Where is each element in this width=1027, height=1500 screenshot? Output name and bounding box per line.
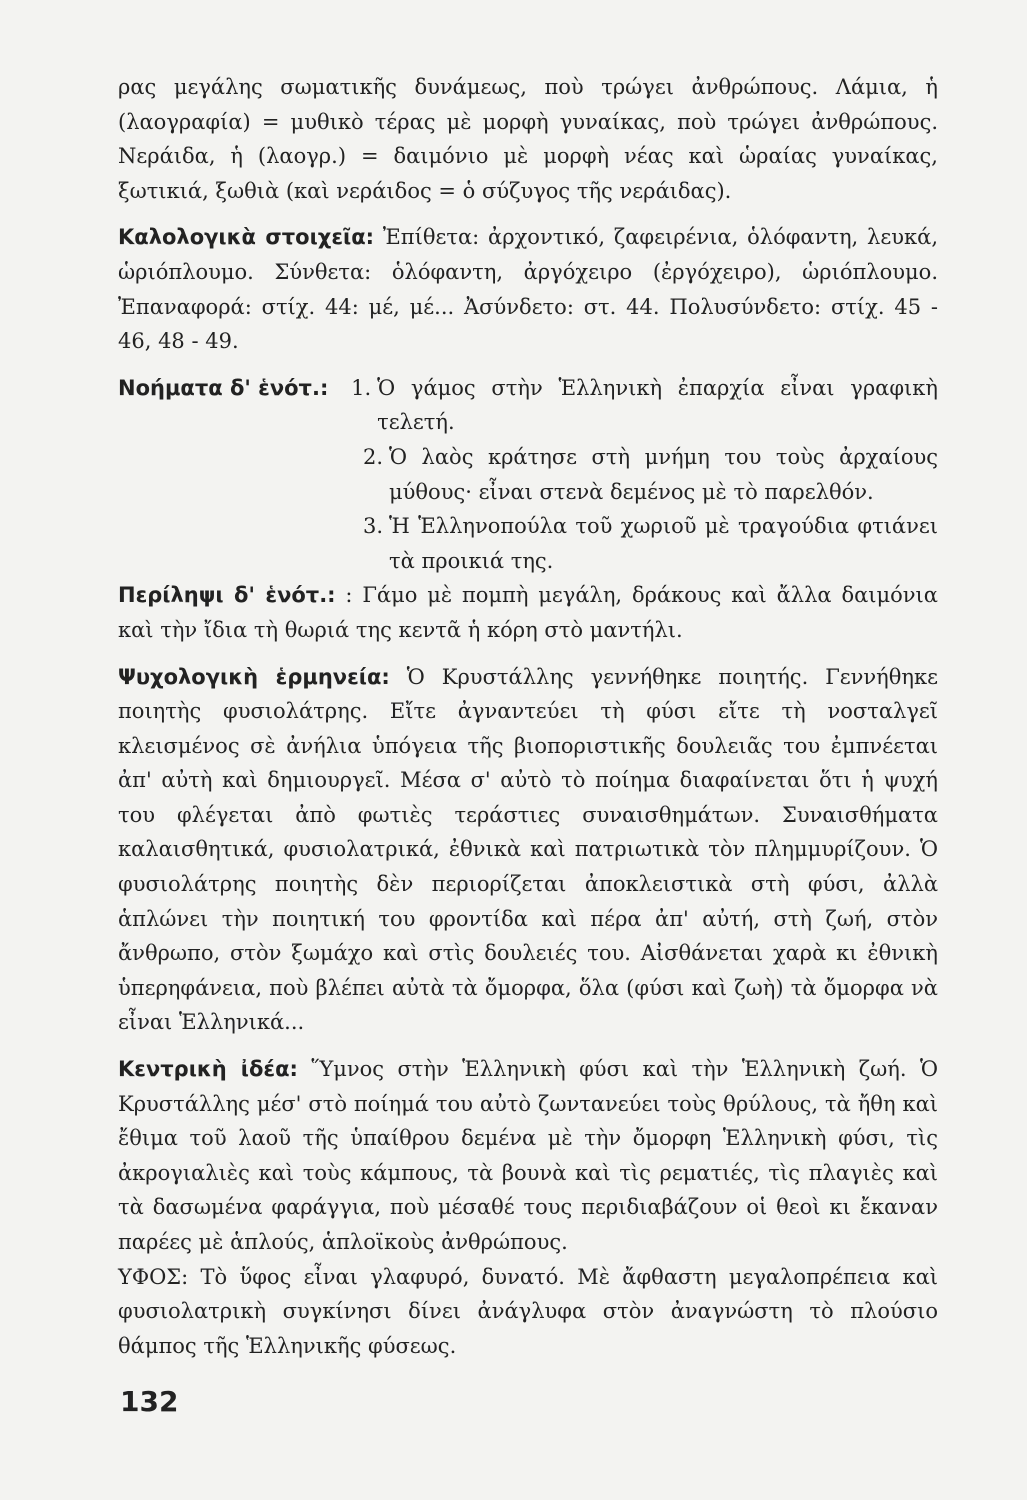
intro-paragraph: [118, 70, 938, 208]
kalologika-label: Καλολογικὰ στοιχεῖα:: [118, 225, 375, 250]
noimata-label: Νοήματα δ' ἑνότ.:: [118, 375, 329, 400]
kalologika-section: [118, 220, 938, 358]
perilipsi-label: Περίληψι δ' ἑνότ.:: [118, 583, 336, 608]
perilipsi-section: [118, 578, 938, 647]
thought-number: 1.: [351, 375, 372, 400]
kentriki-text: Ὕμνος στὴν Ἑλληνικὴ φύσι καὶ τὴν Ἑλληνικὴ ζωή. Ὁ Κρυστάλλης μέσ' στὸ ποίημά του αὐτὸ ζωντανεύει τοὺς θρύλους, τὰ ἤθη καὶ ἔθιμα τοῦ λαοῦ τῆς ὑπαίθρου δεμένα μὲ τὴν ὄμορφη Ἑλληνικὴ φύσι, τὶς ἀκρογιαλιὲς καὶ τοὺς κάμπους, τὰ βουνὰ καὶ τὶς ρεματιές, τὶς πλαγιὲς καὶ τὰ δασωμένα φαράγγια, ποὺ μέσαθέ τους περιδιαβάζουν οἱ θεοὶ κι ἔκαναν παρέες μὲ ἁπλούς, ἁπλοϊκοὺς ἀνθρώπους.: [118, 1057, 938, 1254]
intro-text: ρας μεγάλης σωματικῆς δυνάμεως, ποὺ τρώγει ἀνθρώπους. Λάμια, ἡ (λαογραφία) = μυθικὸ τέρας μὲ μορφὴ γυναίκας, ποὺ τρώγει ἀνθρώπους. Νεράιδα, ἡ (λαογρ.) = δαιμόνιο μὲ μορφὴ νέας καὶ ὡραίας γυναίκας, ξωτικιά, ξωθιὰ (καὶ νεράιδος = ὁ σύζυγος τῆς νεράιδας).: [118, 75, 938, 203]
yfos-label: ΥΦΟΣ:: [118, 1264, 189, 1289]
thought-text: Ἡ Ἑλληνοπούλα τοῦ χωριοῦ μὲ τραγούδια φτιάνει τὰ προικιά της.: [389, 514, 938, 573]
thought-text: Ὁ γάμος στὴν Ἑλληνικὴ ἐπαρχία εἶναι γραφικὴ τελετή.: [377, 375, 938, 435]
yfos-section: [118, 1260, 938, 1364]
noimata-section: [118, 371, 938, 579]
thought-number: 2.: [362, 444, 383, 469]
thought-text: Ὁ λαὸς κράτησε στὴ μνήμη του τοὺς ἀρχαίους μύθους· εἶναι στενὰ δεμένος μὲ τὸ παρελθόν.: [389, 444, 938, 504]
perilipsi-text: : Γάμο μὲ πομπὴ μεγάλη, δράκους καὶ ἄλλα δαιμόνια καὶ τὴν ἴδια τὴ θωριά της κεντᾶ ἡ κόρη στὸ μαντήλι.: [118, 583, 938, 642]
page-number: 132: [120, 1385, 179, 1418]
psychologiki-text: Ὁ Κρυστάλλης γεννήθηκε ποιητής. Γεννήθηκε ποιητὴς φυσιολάτρης. Εἴτε ἀγναντεύει τὴ φύσι εἴτε τὴ νοσταλγεῖ κλεισμένος σὲ ἀνήλια ὑπόγεια τῆς βιοποριστικῆς δουλειᾶς του ἐμπνέεται ἀπ' αὐτὴ καὶ δημιουργεῖ. Μέσα σ' αὐτὸ τὸ ποίημα διαφαίνεται ὅτι ἡ ψυχή του φλέγεται ἀπὸ φωτιὲς τεράστιες συναισθημάτων. Συναισθήματα καλαισθητικά, φυσιολατρικά, ἐθνικὰ καὶ πατριωτικὰ τὸν πλημμυρίζουν. Ὁ φυσιολάτρης ποιητὴς δὲν περιορίζεται ἀποκλειστικὰ στὴ φύσι, ἀλλὰ ἁπλώνει τὴν ποιητική του φροντίδα καὶ πέρα ἀπ' αὐτή, στὴ ζωή, στὸν ἄνθρωπο, στὸν ξωμάχο καὶ στὶς δουλειές του. Αἰσθάνεται χαρὰ κι ἐθνικὴ ὑπερηφάνεια, ποὺ βλέπει αὐτὰ τὰ ὄμορφα, ὅλα (φύσι καὶ ζωὴ) τὰ ὄμορφα νὰ εἶναι Ἑλληνικά...: [118, 664, 938, 1035]
text-block: [118, 70, 938, 1363]
kentriki-section: [118, 1052, 938, 1260]
kalologika-text: Ἐπίθετα: ἀρχοντικό, ζαφειρένια, ὁλόφαντη, λευκά, ὡριόπλουμο. Σύνθετα: ὁλόφαντη, ἀργόχειρο (ἐργόχειρο), ὡριόπλουμο. Ἐπαναφορά: στίχ. 44: μέ, μέ... Ἀσύνδετο: στ. 44. Πολυσύνδετο: στίχ. 45 - 46, 48 - 49.: [118, 225, 938, 354]
yfos-text: Τὸ ὕφος εἶναι γλαφυρό, δυνατό. Μὲ ἄφθαστη μεγαλοπρέπεια καὶ φυσιολατρικὴ συγκίνησι δίνει ἀνάγλυφα στὸν ἀναγνώστη τὸ πλούσιο θάμπος τῆς Ἑλληνικῆς φύσεως.: [118, 1264, 938, 1358]
thought-number: 3.: [362, 514, 383, 539]
psychologiki-label: Ψυχολογικὴ ἑρμηνεία:: [118, 664, 390, 689]
psychologiki-section: [118, 660, 938, 1041]
kentriki-label: Κεντρικὴ ἰδέα:: [118, 1057, 298, 1082]
